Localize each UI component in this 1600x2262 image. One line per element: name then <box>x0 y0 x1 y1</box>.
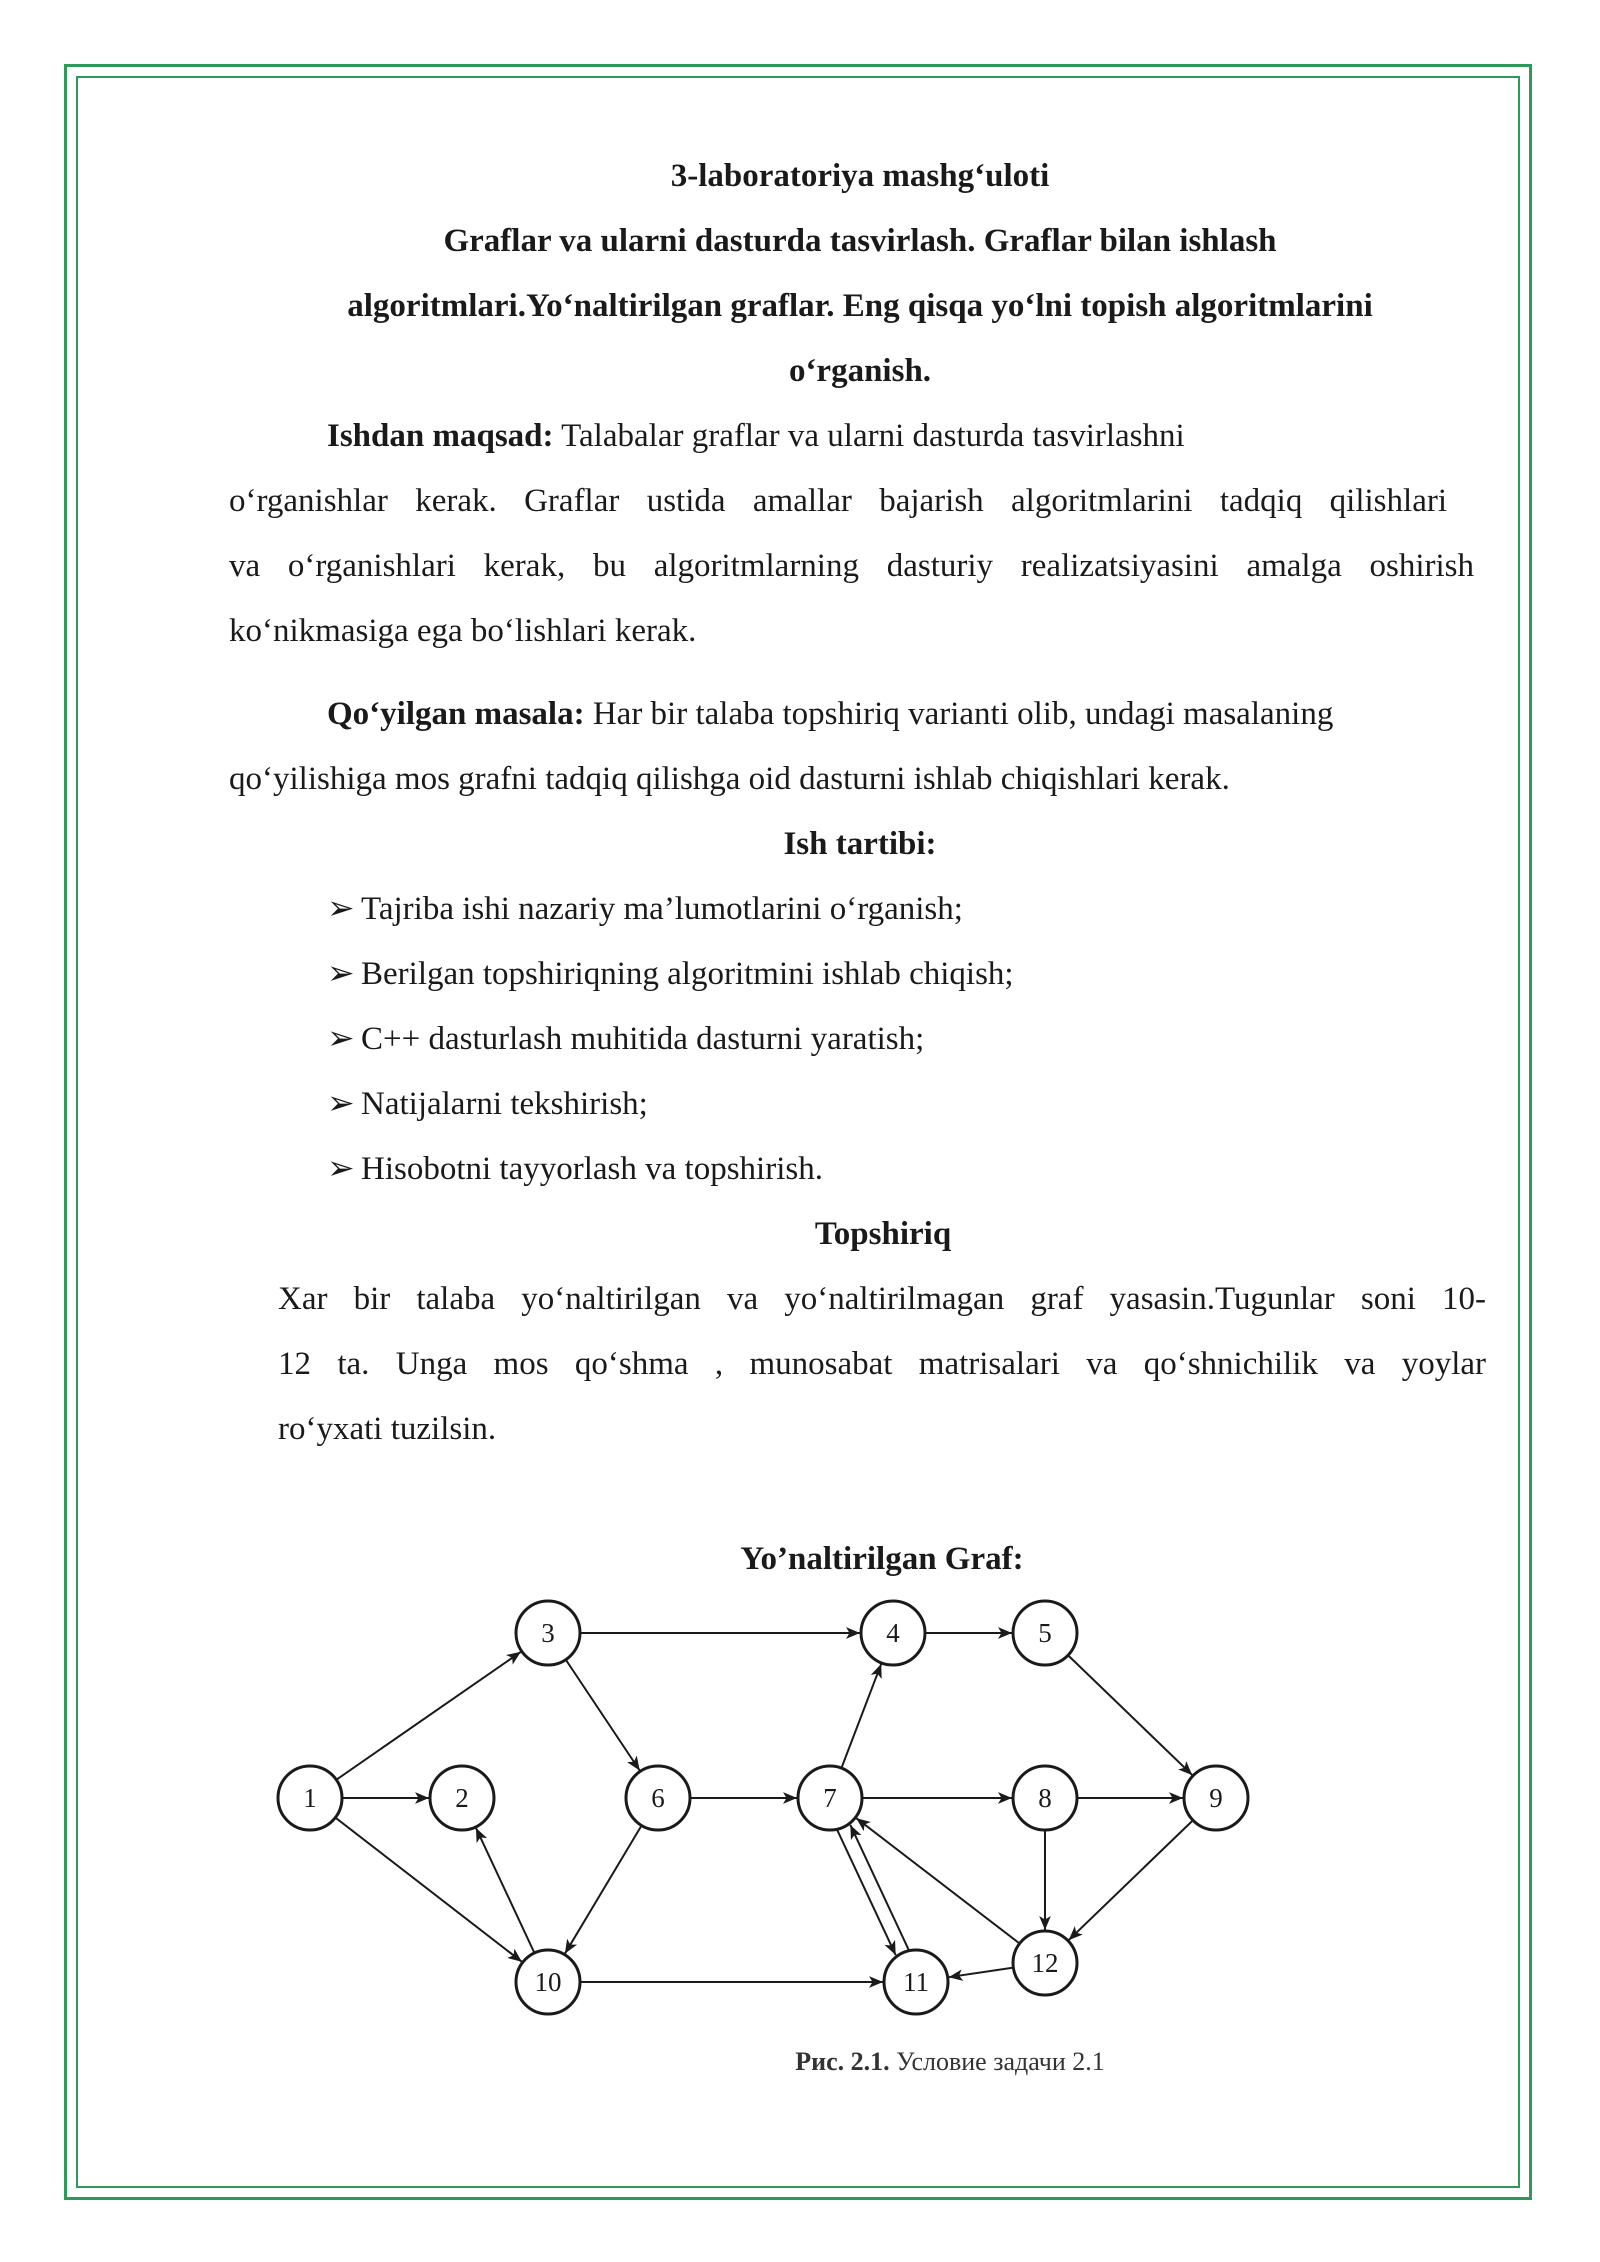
procedure-item: ➢ C++ dasturlash muhitida dasturni yaratish; <box>327 1021 925 1057</box>
graph-node-10 <box>516 1950 580 2014</box>
procedure-item: ➢ Berilgan topshiriqning algoritmini ishlab chiqish; <box>327 956 1014 992</box>
bullet-arrow-icon: ➢ <box>327 956 355 992</box>
procedure-item: ➢ Hisobotni tayyorlash va topshirish. <box>327 1151 823 1187</box>
graph-node-label: 11 <box>903 1967 929 1997</box>
graph-node-label: 1 <box>303 1783 317 1813</box>
goal-paragraph-line-3: va o‘rganishlari kerak, bu algoritmlarning dasturiy realizatsiyasini amalga oshirish <box>229 548 1474 584</box>
graph-node-8 <box>1013 1766 1077 1830</box>
procedure-item: ➢ Natijalarni tekshirish; <box>327 1086 648 1122</box>
task-label: Qo‘yilgan masala: <box>327 696 585 732</box>
graph-node-4 <box>861 1601 925 1665</box>
assignment-line-2: 12 ta. Unga mos qo‘shma , munosabat matrisalari va qo‘shnichilik va yoylar <box>278 1346 1486 1382</box>
graph-node-label: 8 <box>1038 1783 1052 1813</box>
assignment-line-3: ro‘yxati tuzilsin. <box>278 1411 497 1447</box>
goal-text-1: Talabalar graflar va ularni dasturda tasvirlashni <box>553 418 1185 454</box>
graph-title: Yo’naltirilgan Graf: <box>740 1541 1024 1577</box>
graph-edge-7-11 <box>837 1830 895 1955</box>
bullet-arrow-icon: ➢ <box>327 1151 355 1187</box>
bullet-arrow-icon: ➢ <box>327 1086 355 1122</box>
graph-node-6 <box>626 1766 690 1830</box>
graph-node-7 <box>798 1766 862 1830</box>
graph-node-label: 10 <box>534 1967 562 1997</box>
graph-node-label: 4 <box>886 1618 900 1648</box>
procedure-title: Ish tartibi: <box>783 826 937 862</box>
goal-label: Ishdan maqsad: <box>327 418 554 454</box>
graph-edge-3-6 <box>566 1660 640 1771</box>
graph-node-3 <box>516 1601 580 1665</box>
topic-line-3: o‘rganish. <box>788 353 932 389</box>
graph-node-9 <box>1184 1766 1248 1830</box>
procedure-item: ➢ Tajriba ishi nazariy ma’lumotlarini o‘rganish; <box>327 891 963 927</box>
graph-edge-6-10 <box>565 1825 642 1953</box>
graph-edge-7-4 <box>841 1664 881 1768</box>
graph-edge-11-7 <box>850 1825 908 1950</box>
topic-line-2: algoritmlari.Yo‘naltirilgan graflar. Eng qisqa yo‘lni topish algoritmlarini <box>347 288 1373 324</box>
graph-edge-5-9 <box>1068 1655 1192 1775</box>
graph-node-2 <box>430 1766 494 1830</box>
graph-node-label: 5 <box>1038 1618 1052 1648</box>
graph-edge-1-3 <box>336 1652 521 1780</box>
graph-edge-12-11 <box>949 1968 1014 1978</box>
graph-edge-1-10 <box>335 1818 522 1962</box>
graph-node-label: 2 <box>455 1783 469 1813</box>
graph-node-5 <box>1013 1601 1077 1665</box>
assignment-title: Topshiriq <box>814 1216 952 1252</box>
task-paragraph-line-2: qo‘yilishiga mos grafni tadqiq qilishga oid dasturni ishlab chiqishlari kerak. <box>229 761 1230 797</box>
graph-node-label: 12 <box>1031 1948 1059 1978</box>
lab-title: 3-laboratoriya mashg‘uloti <box>670 158 1050 194</box>
graph-node-label: 7 <box>823 1783 837 1813</box>
figure-caption-bold: Рис. 2.1. <box>795 2047 890 2076</box>
graph-node-label: 3 <box>541 1618 555 1648</box>
bullet-arrow-icon: ➢ <box>327 891 355 927</box>
graph-node-11 <box>884 1950 948 2014</box>
assignment-line-1: Xar bir talaba yo‘naltirilgan va yo‘naltirilmagan graf yasasin.Tugunlar soni 10- <box>278 1281 1486 1317</box>
goal-paragraph-line-2: o‘rganishlar kerak. Graflar ustida amallar bajarish algoritmlarini tadqiq qilishlari <box>229 483 1447 519</box>
figure-caption <box>795 2047 1104 2076</box>
graph-node-label: 9 <box>1209 1783 1223 1813</box>
goal-paragraph-line-4: ko‘nikmasiga ega bo‘lishlari kerak. <box>229 613 697 649</box>
graph-edge-9-12 <box>1069 1820 1193 1940</box>
figure-caption-text: Условие задачи 2.1 <box>889 2047 1105 2076</box>
graph-node-1 <box>278 1766 342 1830</box>
bullet-arrow-icon: ➢ <box>327 1021 355 1057</box>
graph-node-12 <box>1013 1931 1077 1995</box>
graph-node-label: 6 <box>651 1783 665 1813</box>
topic-line-1: Graflar va ularni dasturda tasvirlash. Graflar bilan ishlash <box>443 223 1277 259</box>
task-text-1: Har bir talaba topshiriq varianti olib, undagi masalaning <box>584 696 1334 732</box>
